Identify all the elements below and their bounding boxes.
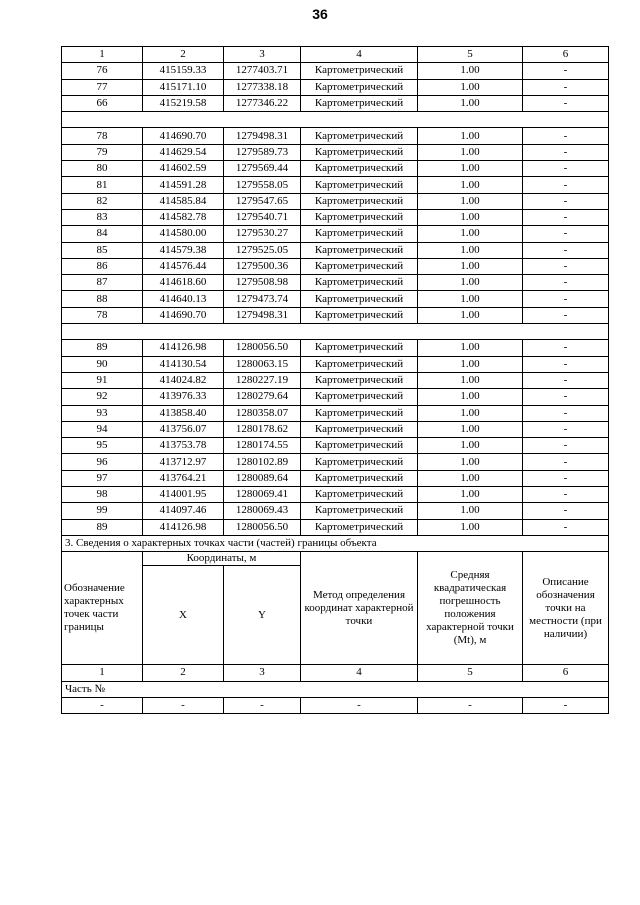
table-cell: - bbox=[523, 405, 609, 421]
table-cell: - bbox=[523, 226, 609, 242]
table-cell: Картометрический bbox=[301, 63, 418, 79]
table-cell: Картометрический bbox=[301, 340, 418, 356]
table-cell: - bbox=[523, 503, 609, 519]
empty-part-row bbox=[62, 697, 609, 713]
table-row bbox=[62, 487, 609, 503]
table-cell: 1280056.50 bbox=[224, 340, 301, 356]
table-cell: Картометрический bbox=[301, 226, 418, 242]
section3-column-number-row bbox=[62, 665, 609, 681]
table-cell: 1279540.71 bbox=[224, 209, 301, 225]
table-cell: 1280358.07 bbox=[224, 405, 301, 421]
table-cell: Картометрический bbox=[301, 144, 418, 160]
table-cell: 87 bbox=[62, 275, 143, 291]
table-cell: 1.00 bbox=[418, 503, 523, 519]
table-cell: 415219.58 bbox=[143, 95, 224, 111]
table-cell: 1279530.27 bbox=[224, 226, 301, 242]
col1-header: Обозначение характерных точек части границы bbox=[62, 552, 143, 665]
table-cell: 1.00 bbox=[418, 389, 523, 405]
table-cell: 1.00 bbox=[418, 193, 523, 209]
table-cell: Картометрический bbox=[301, 356, 418, 372]
table-cell: Картометрический bbox=[301, 487, 418, 503]
table-cell: 81 bbox=[62, 177, 143, 193]
table-cell: 97 bbox=[62, 470, 143, 486]
part-label: Часть № bbox=[62, 681, 609, 697]
table-cell: - bbox=[523, 193, 609, 209]
table-cell: 1.00 bbox=[418, 372, 523, 388]
table-cell: 1279547.65 bbox=[224, 193, 301, 209]
table-row bbox=[62, 356, 609, 372]
table-cell: 414130.54 bbox=[143, 356, 224, 372]
table-row bbox=[62, 242, 609, 258]
table-cell: 1.00 bbox=[418, 258, 523, 274]
table-cell: 77 bbox=[62, 79, 143, 95]
table-cell: 1.00 bbox=[418, 95, 523, 111]
table-cell: Картометрический bbox=[301, 519, 418, 535]
table-cell: 98 bbox=[62, 487, 143, 503]
table-row bbox=[62, 291, 609, 307]
table-cell: 1.00 bbox=[418, 161, 523, 177]
table-cell: Картометрический bbox=[301, 307, 418, 323]
table-row bbox=[62, 128, 609, 144]
table-row bbox=[62, 63, 609, 79]
table-cell: 85 bbox=[62, 242, 143, 258]
table-cell: 414126.98 bbox=[143, 519, 224, 535]
table-cell: 1280069.41 bbox=[224, 487, 301, 503]
table-cell: 89 bbox=[62, 519, 143, 535]
table-cell: 415159.33 bbox=[143, 63, 224, 79]
table-cell: 414602.59 bbox=[143, 161, 224, 177]
table-cell: Картометрический bbox=[301, 372, 418, 388]
table-cell: Картометрический bbox=[301, 95, 418, 111]
table-cell: 414580.00 bbox=[143, 226, 224, 242]
table-row bbox=[62, 389, 609, 405]
table-cell: 414579.38 bbox=[143, 242, 224, 258]
table-cell: Картометрический bbox=[301, 209, 418, 225]
table-cell: - bbox=[523, 258, 609, 274]
table-row bbox=[62, 144, 609, 160]
table-cell: 1.00 bbox=[418, 405, 523, 421]
table-cell: - bbox=[301, 697, 418, 713]
table-cell: 414024.82 bbox=[143, 372, 224, 388]
table-cell: 1.00 bbox=[418, 421, 523, 437]
table-cell: - bbox=[523, 63, 609, 79]
table-cell: 1280102.89 bbox=[224, 454, 301, 470]
table-row bbox=[62, 95, 609, 111]
table-cell: 414690.70 bbox=[143, 307, 224, 323]
table-cell: 414690.70 bbox=[143, 128, 224, 144]
table-cell: 414640.13 bbox=[143, 291, 224, 307]
table-cell: 94 bbox=[62, 421, 143, 437]
table-cell: 1.00 bbox=[418, 63, 523, 79]
table-cell: 86 bbox=[62, 258, 143, 274]
table-cell: 1279498.31 bbox=[224, 128, 301, 144]
table-cell: 82 bbox=[62, 193, 143, 209]
table-cell: 413976.33 bbox=[143, 389, 224, 405]
table-cell: 96 bbox=[62, 454, 143, 470]
table-cell: Картометрический bbox=[301, 79, 418, 95]
table-cell: 1.00 bbox=[418, 144, 523, 160]
table-cell: Картометрический bbox=[301, 128, 418, 144]
table-cell: 1279569.44 bbox=[224, 161, 301, 177]
table-cell: 1279473.74 bbox=[224, 291, 301, 307]
table-cell: 414591.28 bbox=[143, 177, 224, 193]
table-cell: 1279498.31 bbox=[224, 307, 301, 323]
table-cell: 1.00 bbox=[418, 79, 523, 95]
table-cell: 414618.60 bbox=[143, 275, 224, 291]
separator-cell bbox=[62, 112, 609, 128]
column-number: 3 bbox=[224, 665, 301, 681]
table-cell: Картометрический bbox=[301, 193, 418, 209]
table-cell: 1280174.55 bbox=[224, 438, 301, 454]
table-row bbox=[62, 193, 609, 209]
table-cell: 1.00 bbox=[418, 340, 523, 356]
table-cell: - bbox=[62, 697, 143, 713]
section3-title-row bbox=[62, 535, 609, 551]
table-cell: 78 bbox=[62, 307, 143, 323]
column-number: 4 bbox=[301, 665, 418, 681]
table-cell: Картометрический bbox=[301, 161, 418, 177]
table-cell: 1.00 bbox=[418, 291, 523, 307]
table-cell: 91 bbox=[62, 372, 143, 388]
table-cell: - bbox=[523, 438, 609, 454]
column-number: 2 bbox=[143, 47, 224, 63]
table-cell: 89 bbox=[62, 340, 143, 356]
table-cell: 1280089.64 bbox=[224, 470, 301, 486]
table-cell: - bbox=[523, 177, 609, 193]
table-cell: - bbox=[418, 697, 523, 713]
boundary-points-table bbox=[61, 46, 609, 714]
section3-title: 3. Сведения о характерных точках части (частей) границы объекта bbox=[62, 535, 609, 551]
table-cell: 414576.44 bbox=[143, 258, 224, 274]
table-cell: 414126.98 bbox=[143, 340, 224, 356]
table-cell: 1.00 bbox=[418, 454, 523, 470]
table-cell: 1.00 bbox=[418, 275, 523, 291]
x-header: X bbox=[143, 566, 224, 665]
table-cell: 66 bbox=[62, 95, 143, 111]
page-number: 36 bbox=[312, 6, 328, 22]
table-cell: 92 bbox=[62, 389, 143, 405]
table-cell: - bbox=[523, 470, 609, 486]
table-cell: - bbox=[523, 356, 609, 372]
column-number: 3 bbox=[224, 47, 301, 63]
table-cell: 414585.84 bbox=[143, 193, 224, 209]
table-cell: 413858.40 bbox=[143, 405, 224, 421]
table-cell: 1.00 bbox=[418, 177, 523, 193]
table-row bbox=[62, 421, 609, 437]
separator-cell bbox=[62, 324, 609, 340]
table-cell: 1279508.98 bbox=[224, 275, 301, 291]
table-cell: Картометрический bbox=[301, 438, 418, 454]
table-cell: - bbox=[523, 389, 609, 405]
table-row bbox=[62, 226, 609, 242]
table-cell: 80 bbox=[62, 161, 143, 177]
table-cell: Картометрический bbox=[301, 291, 418, 307]
group-separator-row bbox=[62, 112, 609, 128]
part-label-row bbox=[62, 681, 609, 697]
table-cell: Картометрический bbox=[301, 275, 418, 291]
table-cell: 413712.97 bbox=[143, 454, 224, 470]
table-cell: Картометрический bbox=[301, 258, 418, 274]
col4-header: Метод определения координат характерной точки bbox=[301, 552, 418, 665]
table-cell: - bbox=[523, 697, 609, 713]
table-cell: - bbox=[523, 161, 609, 177]
table-cell: 1279525.05 bbox=[224, 242, 301, 258]
table-cell: 1280227.19 bbox=[224, 372, 301, 388]
table-row bbox=[62, 503, 609, 519]
table-cell: 1277346.22 bbox=[224, 95, 301, 111]
table-cell: 1.00 bbox=[418, 470, 523, 486]
table-row bbox=[62, 161, 609, 177]
table-row bbox=[62, 177, 609, 193]
table-row bbox=[62, 307, 609, 323]
table-row bbox=[62, 79, 609, 95]
column-number: 1 bbox=[62, 665, 143, 681]
table-row bbox=[62, 258, 609, 274]
table-cell: 1.00 bbox=[418, 438, 523, 454]
table-row bbox=[62, 340, 609, 356]
column-number: 2 bbox=[143, 665, 224, 681]
table-row bbox=[62, 372, 609, 388]
table-cell: Картометрический bbox=[301, 421, 418, 437]
col6-header: Описание обозначения точки на местности (при наличии) bbox=[523, 552, 609, 665]
table-cell: 90 bbox=[62, 356, 143, 372]
table-cell: 99 bbox=[62, 503, 143, 519]
table-cell: 414582.78 bbox=[143, 209, 224, 225]
table-cell: - bbox=[523, 275, 609, 291]
table-cell: - bbox=[523, 519, 609, 535]
table-cell: - bbox=[224, 697, 301, 713]
table-cell: 414097.46 bbox=[143, 503, 224, 519]
table-cell: 1280178.62 bbox=[224, 421, 301, 437]
table-cell: 78 bbox=[62, 128, 143, 144]
table-cell: - bbox=[523, 307, 609, 323]
table-cell: Картометрический bbox=[301, 470, 418, 486]
table-cell: - bbox=[523, 487, 609, 503]
table-cell: 1280279.64 bbox=[224, 389, 301, 405]
table-cell: Картометрический bbox=[301, 389, 418, 405]
table-cell: - bbox=[143, 697, 224, 713]
table-cell: 1.00 bbox=[418, 242, 523, 258]
table-cell: 95 bbox=[62, 438, 143, 454]
table-cell: 1277338.18 bbox=[224, 79, 301, 95]
table-cell: 1280069.43 bbox=[224, 503, 301, 519]
table-cell: 414001.95 bbox=[143, 487, 224, 503]
table-row bbox=[62, 275, 609, 291]
section3-header-row bbox=[62, 552, 609, 566]
table-cell: 1.00 bbox=[418, 226, 523, 242]
y-header: Y bbox=[224, 566, 301, 665]
table-cell: 413753.78 bbox=[143, 438, 224, 454]
table-cell: 1.00 bbox=[418, 209, 523, 225]
column-number: 4 bbox=[301, 47, 418, 63]
table-cell: Картометрический bbox=[301, 177, 418, 193]
table-cell: 415171.10 bbox=[143, 79, 224, 95]
table-cell: 84 bbox=[62, 226, 143, 242]
table-cell: Картометрический bbox=[301, 503, 418, 519]
table-cell: 83 bbox=[62, 209, 143, 225]
table-cell: 1.00 bbox=[418, 519, 523, 535]
table-cell: - bbox=[523, 242, 609, 258]
table-row bbox=[62, 209, 609, 225]
table-cell: 1.00 bbox=[418, 356, 523, 372]
table-cell: 1.00 bbox=[418, 487, 523, 503]
table-cell: 1277403.71 bbox=[224, 63, 301, 79]
table-cell: - bbox=[523, 79, 609, 95]
table-cell: - bbox=[523, 128, 609, 144]
group-separator-row bbox=[62, 324, 609, 340]
table-cell: - bbox=[523, 209, 609, 225]
table-cell: - bbox=[523, 421, 609, 437]
column-number: 6 bbox=[523, 665, 609, 681]
table-cell: Картометрический bbox=[301, 454, 418, 470]
table-cell: 76 bbox=[62, 63, 143, 79]
column-number-row bbox=[62, 47, 609, 63]
table-cell: Картометрический bbox=[301, 242, 418, 258]
table-cell: - bbox=[523, 454, 609, 470]
table-row bbox=[62, 470, 609, 486]
column-number: 5 bbox=[418, 47, 523, 63]
table-cell: 1279589.73 bbox=[224, 144, 301, 160]
table-cell: - bbox=[523, 340, 609, 356]
col5-header: Средняя квадратическая погрешность положения характерной точки (Mt), м bbox=[418, 552, 523, 665]
table-cell: 1.00 bbox=[418, 307, 523, 323]
column-number: 1 bbox=[62, 47, 143, 63]
table-cell: - bbox=[523, 95, 609, 111]
table-cell: 413764.21 bbox=[143, 470, 224, 486]
table-cell: 1.00 bbox=[418, 128, 523, 144]
table-cell: - bbox=[523, 372, 609, 388]
table-cell: 413756.07 bbox=[143, 421, 224, 437]
table-cell: 1279500.36 bbox=[224, 258, 301, 274]
table-cell: 1279558.05 bbox=[224, 177, 301, 193]
coords-header: Координаты, м bbox=[143, 552, 301, 566]
table-cell: 88 bbox=[62, 291, 143, 307]
table-cell: 93 bbox=[62, 405, 143, 421]
table-row bbox=[62, 405, 609, 421]
table-row bbox=[62, 438, 609, 454]
table-cell: - bbox=[523, 144, 609, 160]
table-cell: - bbox=[523, 291, 609, 307]
table-row bbox=[62, 454, 609, 470]
table-cell: Картометрический bbox=[301, 405, 418, 421]
column-number: 6 bbox=[523, 47, 609, 63]
table-row bbox=[62, 519, 609, 535]
table-cell: 414629.54 bbox=[143, 144, 224, 160]
column-number: 5 bbox=[418, 665, 523, 681]
table-cell: 1280063.15 bbox=[224, 356, 301, 372]
table-cell: 1280056.50 bbox=[224, 519, 301, 535]
table-cell: 79 bbox=[62, 144, 143, 160]
